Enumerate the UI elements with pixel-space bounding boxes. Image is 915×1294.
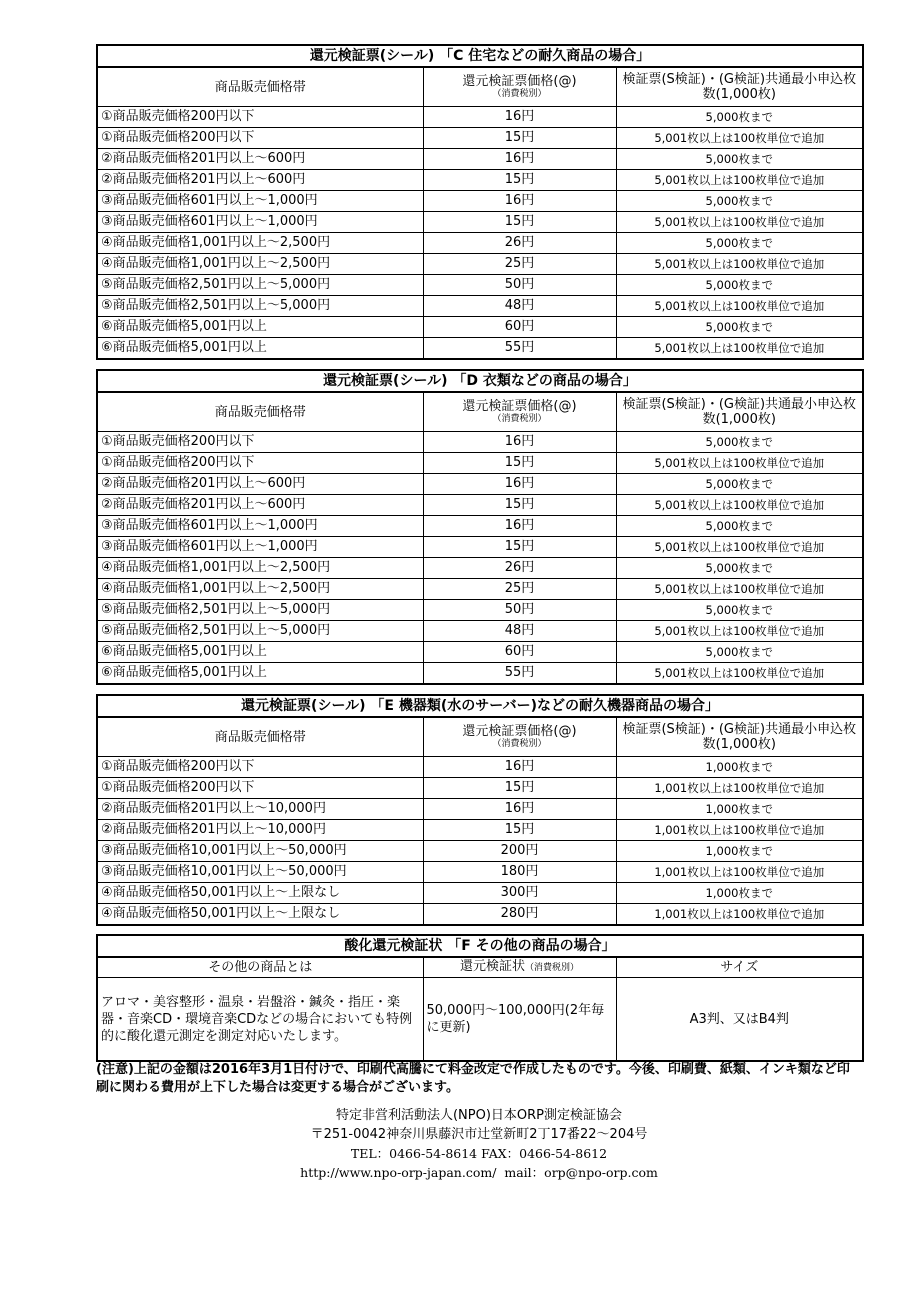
unit-price-cell: 55円 xyxy=(423,663,616,685)
unit-price-cell: 15円 xyxy=(423,537,616,558)
order-condition-cell: 5,001枚以上は100枚単位で追加 xyxy=(616,296,863,317)
table-row xyxy=(97,149,863,170)
price-range-cell: ①商品販売価格200円以下 xyxy=(97,757,423,778)
order-condition-cell: 1,001枚以上は100枚単位で追加 xyxy=(616,778,863,799)
order-condition-cell: 5,000枚まで xyxy=(616,474,863,495)
order-condition-cell: 1,001枚以上は100枚単位で追加 xyxy=(616,820,863,841)
price-table-f xyxy=(96,934,864,1062)
footer-contact xyxy=(96,1106,862,1182)
unit-price-cell: 16円 xyxy=(423,757,616,778)
price-range-cell: ③商品販売価格601円以上～1,000円 xyxy=(97,537,423,558)
order-condition-cell: 5,000枚まで xyxy=(616,275,863,296)
order-condition-cell: 1,001枚以上は100枚単位で追加 xyxy=(616,862,863,883)
table-row xyxy=(97,338,863,360)
other-products-description: アロマ・美容整形・温泉・岩盤浴・鍼灸・指圧・楽器・音楽CD・環境音楽CDなどの場合においても特例的に酸化還元測定を測定対応いたします。 xyxy=(97,978,423,1062)
order-condition-cell: 5,001枚以上は100枚単位で追加 xyxy=(616,579,863,600)
order-condition-cell: 5,001枚以上は100枚単位で追加 xyxy=(616,128,863,149)
price-range-cell: ①商品販売価格200円以下 xyxy=(97,107,423,128)
price-range-cell: ③商品販売価格601円以上～1,000円 xyxy=(97,516,423,537)
table-row xyxy=(97,128,863,149)
table-row xyxy=(97,642,863,663)
unit-price-cell: 25円 xyxy=(423,254,616,275)
price-range-cell: ②商品販売価格201円以上～600円 xyxy=(97,170,423,191)
table-title: 還元検証票(シール) 「E 機器類(水のサーバー)などの耐久機器商品の場合」 xyxy=(97,695,863,717)
table-title: 還元検証票(シール) 「C 住宅などの耐久商品の場合」 xyxy=(97,45,863,67)
price-range-cell: ⑥商品販売価格5,001円以上 xyxy=(97,642,423,663)
phone-fax: TEL：0466-54-8614 FAX：0466-54-8612 xyxy=(350,1146,608,1161)
unit-price-cell: 15円 xyxy=(423,212,616,233)
unit-price-cell: 16円 xyxy=(423,516,616,537)
table-title: 酸化還元検証状 「F その他の商品の場合」 xyxy=(97,935,863,957)
price-range-cell: ④商品販売価格1,001円以上～2,500円 xyxy=(97,233,423,254)
price-range-cell: ④商品販売価格1,001円以上～2,500円 xyxy=(97,579,423,600)
unit-price-cell: 16円 xyxy=(423,191,616,212)
price-range-cell: ②商品販売価格201円以上～600円 xyxy=(97,149,423,170)
order-condition-cell: 5,000枚まで xyxy=(616,233,863,254)
header-price-range: 商品販売価格帯 xyxy=(97,392,423,432)
unit-price-cell: 16円 xyxy=(423,474,616,495)
price-range-cell: ④商品販売価格1,001円以上～2,500円 xyxy=(97,254,423,275)
unit-price-cell: 16円 xyxy=(423,107,616,128)
price-range-cell: ⑥商品販売価格5,001円以上 xyxy=(97,663,423,685)
unit-price-cell: 26円 xyxy=(423,233,616,254)
price-range-cell: ③商品販売価格10,001円以上～50,000円 xyxy=(97,841,423,862)
price-range-cell: ⑥商品販売価格5,001円以上 xyxy=(97,317,423,338)
table-row xyxy=(97,191,863,212)
order-condition-cell: 5,000枚まで xyxy=(616,107,863,128)
header-unit-price-label: 還元検証票価格(@) xyxy=(462,724,577,739)
table-row xyxy=(97,537,863,558)
price-range-cell: ⑤商品販売価格2,501円以上～5,000円 xyxy=(97,296,423,317)
unit-price-cell: 180円 xyxy=(423,862,616,883)
header-unit-price xyxy=(423,717,616,757)
unit-price-cell: 280円 xyxy=(423,904,616,926)
table-row xyxy=(97,841,863,862)
unit-price-cell: 60円 xyxy=(423,642,616,663)
order-condition-cell: 1,000枚まで xyxy=(616,883,863,904)
price-range-cell: ①商品販売価格200円以下 xyxy=(97,453,423,474)
order-condition-cell: 5,001枚以上は100枚単位で追加 xyxy=(616,495,863,516)
price-table-e xyxy=(96,694,864,926)
order-condition-cell: 5,000枚まで xyxy=(616,191,863,212)
table-row xyxy=(97,296,863,317)
unit-price-cell: 48円 xyxy=(423,296,616,317)
unit-price-cell: 200円 xyxy=(423,841,616,862)
table-row xyxy=(97,558,863,579)
table-row xyxy=(97,233,863,254)
unit-price-cell: 300円 xyxy=(423,883,616,904)
unit-price-cell: 26円 xyxy=(423,558,616,579)
order-condition-cell: 5,000枚まで xyxy=(616,432,863,453)
price-range-cell: ③商品販売価格601円以上～1,000円 xyxy=(97,212,423,233)
order-condition-cell: 1,000枚まで xyxy=(616,799,863,820)
unit-price-cell: 48円 xyxy=(423,621,616,642)
order-condition-cell: 5,000枚まで xyxy=(616,317,863,338)
price-table-c xyxy=(96,44,864,360)
table-row xyxy=(97,516,863,537)
table-row xyxy=(97,883,863,904)
order-condition-cell: 5,001枚以上は100枚単位で追加 xyxy=(616,537,863,558)
order-condition-cell: 5,001枚以上は100枚単位で追加 xyxy=(616,254,863,275)
table-row xyxy=(97,474,863,495)
price-range-cell: ①商品販売価格200円以下 xyxy=(97,432,423,453)
header-other-products: その他の商品とは xyxy=(97,957,423,978)
table-row xyxy=(97,107,863,128)
price-range-cell: ⑤商品販売価格2,501円以上～5,000円 xyxy=(97,275,423,296)
order-condition-cell: 5,001枚以上は100枚単位で追加 xyxy=(616,663,863,685)
price-range-cell: ②商品販売価格201円以上～600円 xyxy=(97,474,423,495)
organization-address: 〒251-0042神奈川県藤沢市辻堂新町2丁17番22～204号 xyxy=(310,1127,648,1142)
header-price-range: 商品販売価格帯 xyxy=(97,717,423,757)
table-row xyxy=(97,904,863,926)
order-condition-cell: 5,001枚以上は100枚単位で追加 xyxy=(616,212,863,233)
table-row xyxy=(97,579,863,600)
table-row xyxy=(97,663,863,685)
header-tax-note: （消費税別） xyxy=(492,414,547,424)
order-condition-cell: 5,000枚まで xyxy=(616,516,863,537)
price-range-cell: ④商品販売価格50,001円以上～上限なし xyxy=(97,883,423,904)
table-row xyxy=(97,495,863,516)
header-unit-price xyxy=(423,392,616,432)
header-min-order: 検証票(S検証)・(G検証)共通最小申込枚数(1,000枚) xyxy=(616,392,863,432)
header-price-range: 商品販売価格帯 xyxy=(97,67,423,107)
table-row xyxy=(97,778,863,799)
unit-price-cell: 50円 xyxy=(423,275,616,296)
table-row xyxy=(97,212,863,233)
price-range-cell: ②商品販売価格201円以上～600円 xyxy=(97,495,423,516)
table-row xyxy=(97,757,863,778)
price-range-cell: ②商品販売価格201円以上～10,000円 xyxy=(97,820,423,841)
certificate-price: 50,000円～100,000円(2年毎に更新) xyxy=(423,978,616,1062)
header-min-order: 検証票(S検証)・(G検証)共通最小申込枚数(1,000枚) xyxy=(616,717,863,757)
unit-price-cell: 15円 xyxy=(423,778,616,799)
header-min-order: 検証票(S検証)・(G検証)共通最小申込枚数(1,000枚) xyxy=(616,67,863,107)
price-range-cell: ⑥商品販売価格5,001円以上 xyxy=(97,338,423,360)
header-tax-note: （消費税別） xyxy=(525,963,580,973)
table-row xyxy=(97,453,863,474)
order-condition-cell: 5,001枚以上は100枚単位で追加 xyxy=(616,338,863,360)
organization-name: 特定非営利活動法人(NPO)日本ORP測定検証協会 xyxy=(335,1108,623,1123)
order-condition-cell: 5,000枚まで xyxy=(616,149,863,170)
order-condition-cell: 5,000枚まで xyxy=(616,642,863,663)
unit-price-cell: 15円 xyxy=(423,495,616,516)
header-unit-price-label: 還元検証票価格(@) xyxy=(462,399,577,414)
table-f-section xyxy=(96,934,862,1062)
table-row xyxy=(97,820,863,841)
table-row xyxy=(97,600,863,621)
price-range-cell: ④商品販売価格50,001円以上～上限なし xyxy=(97,904,423,926)
unit-price-cell: 25円 xyxy=(423,579,616,600)
header-size: サイズ xyxy=(616,957,863,978)
unit-price-cell: 16円 xyxy=(423,149,616,170)
unit-price-cell: 60円 xyxy=(423,317,616,338)
unit-price-cell: 15円 xyxy=(423,128,616,149)
unit-price-cell: 15円 xyxy=(423,453,616,474)
order-condition-cell: 5,001枚以上は100枚単位で追加 xyxy=(616,621,863,642)
table-e-section xyxy=(96,694,862,926)
price-table-d xyxy=(96,369,864,685)
price-range-cell: ③商品販売価格10,001円以上～50,000円 xyxy=(97,862,423,883)
unit-price-cell: 15円 xyxy=(423,820,616,841)
header-certificate xyxy=(423,957,616,978)
table-row xyxy=(97,275,863,296)
table-c-section xyxy=(96,44,862,360)
price-range-cell: ②商品販売価格201円以上～10,000円 xyxy=(97,799,423,820)
order-condition-cell: 5,000枚まで xyxy=(616,600,863,621)
price-range-cell: ③商品販売価格601円以上～1,000円 xyxy=(97,191,423,212)
header-certificate-label: 還元検証状 xyxy=(459,959,525,974)
header-unit-price-label: 還元検証票価格(@) xyxy=(462,74,577,89)
price-table-d-body xyxy=(97,370,863,684)
table-row xyxy=(97,862,863,883)
header-unit-price xyxy=(423,67,616,107)
price-table-c-body xyxy=(97,45,863,359)
order-condition-cell: 5,001枚以上は100枚単位で追加 xyxy=(616,170,863,191)
order-condition-cell: 1,000枚まで xyxy=(616,841,863,862)
certificate-size: A3判、又はB4判 xyxy=(616,978,863,1062)
table-row xyxy=(97,621,863,642)
order-condition-cell: 1,000枚まで xyxy=(616,757,863,778)
price-range-cell: ⑤商品販売価格2,501円以上～5,000円 xyxy=(97,600,423,621)
price-range-cell: ⑤商品販売価格2,501円以上～5,000円 xyxy=(97,621,423,642)
order-condition-cell: 5,001枚以上は100枚単位で追加 xyxy=(616,453,863,474)
table-row xyxy=(97,432,863,453)
website-email: http://www.npo-orp-japan.com/ mail：orp@npo-orp.com xyxy=(300,1165,658,1180)
price-range-cell: ④商品販売価格1,001円以上～2,500円 xyxy=(97,558,423,579)
header-tax-note: （消費税別） xyxy=(492,89,547,99)
table-row xyxy=(97,317,863,338)
price-range-cell: ①商品販売価格200円以下 xyxy=(97,128,423,149)
price-table-e-body xyxy=(97,695,863,925)
unit-price-cell: 50円 xyxy=(423,600,616,621)
table-title: 還元検証票(シール) 「D 衣類などの商品の場合」 xyxy=(97,370,863,392)
order-condition-cell: 5,000枚まで xyxy=(616,558,863,579)
table-row xyxy=(97,170,863,191)
table-row xyxy=(97,254,863,275)
pricing-note: (注意)上記の金額は2016年3月1日付けで、印刷代高騰にて料金改定で作成したものです。今後、印刷費、紙類、インキ類など印刷に関わる費用が上下した場合は変更する場合がございます。 xyxy=(96,1062,850,1095)
unit-price-cell: 55円 xyxy=(423,338,616,360)
table-d-section xyxy=(96,369,862,685)
header-tax-note: （消費税別） xyxy=(492,739,547,749)
unit-price-cell: 15円 xyxy=(423,170,616,191)
unit-price-cell: 16円 xyxy=(423,799,616,820)
order-condition-cell: 1,001枚以上は100枚単位で追加 xyxy=(616,904,863,926)
table-row xyxy=(97,799,863,820)
unit-price-cell: 16円 xyxy=(423,432,616,453)
price-range-cell: ①商品販売価格200円以下 xyxy=(97,778,423,799)
